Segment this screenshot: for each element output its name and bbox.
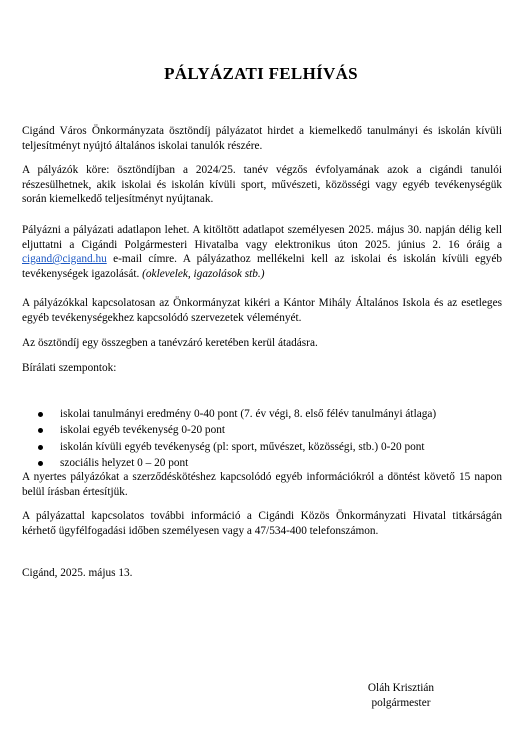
application-paragraph	[22, 223, 502, 281]
criteria-item-text: iskolai egyéb tevékenység 0-20 pont	[60, 424, 226, 437]
signature-name: Oláh Krisztián	[367, 682, 435, 694]
application-text-part2: e-mail címre. A pályázathoz mellékelni kell az iskolai és iskolán kívüli egyéb tevékenységek igazolását.	[22, 253, 502, 280]
criteria-item	[22, 406, 502, 422]
criteria-item	[22, 422, 502, 438]
document-title: PÁLYÁZATI FELHÍVÁS	[164, 64, 358, 83]
application-note: (oklevelek, igazolások stb.)	[142, 267, 265, 280]
email-link[interactable]: cigand@cigand.hu	[22, 253, 107, 265]
date-place: Cigánd, 2025. május 13.	[22, 567, 133, 579]
bullet-icon	[38, 412, 43, 417]
bullet-icon	[38, 428, 43, 433]
criteria-item	[22, 439, 502, 455]
eligibility-paragraph: A pályázók köre: ösztöndíjban a 2024/25. tanév végzős évfolyamának azok a cigándi tanulói részesülhetnek, akik iskolai és iskolán kívüli sport, művészeti, közösségi vagy egyéb tevékenységük során kiemelkedő teljesítményt nyújtanak.	[22, 164, 502, 205]
bullet-icon	[38, 445, 43, 450]
application-text-part1: Pályázni a pályázati adatlapon lehet. A kitöltött adatlapot személyesen 2025. május 30. napján délig kell eljuttatni a Cigándi Polgármesteri Hivatalba vagy elektronikus úton 2025. június 2. 16 óráig a	[22, 224, 502, 251]
opinion-paragraph: A pályázókkal kapcsolatosan az Önkormányzat kikéri a Kántor Mihály Általános Iskola és az esetleges egyéb tevékenységekhez kapcsolódó szervezetek véleményét.	[22, 297, 502, 324]
intro-paragraph: Cigánd Város Önkormányzata ösztöndíj pályázatot hirdet a kiemelkedő tanulmányi és iskolán kívüli teljesítményt nyújtó általános iskolai tanulók részére.	[22, 125, 502, 152]
criteria-heading: Bírálati szempontok:	[22, 362, 117, 374]
criteria-item-text: szociális helyzet 0 – 20 pont	[60, 456, 189, 469]
signature-role: polgármester	[371, 697, 431, 709]
criteria-item-text: iskolán kívüli egyéb tevékenység (pl: sport, művészet, közösségi, stb.) 0-20 pont	[60, 440, 425, 453]
bullet-icon	[38, 461, 43, 466]
contact-paragraph: A pályázattal kapcsolatos további információ a Cigándi Közös Önkormányzati Hivatal titkárságán kérhető ügyfélfogadási időben személyesen vagy a 47/534-400 telefonszámon.	[22, 510, 502, 537]
notification-paragraph: A nyertes pályázókat a szerződéskötéshez kapcsolódó egyéb információkról a döntést követő 15 napon belül írásban értesítjük.	[22, 471, 502, 498]
award-paragraph: Az ösztöndíj egy összegben a tanévzáró keretében kerül átadásra.	[22, 337, 318, 349]
criteria-list	[22, 406, 502, 471]
criteria-item-text: iskolai tanulmányi eredmény 0-40 pont (7. év végi, 8. első félév tanulmányi átlaga)	[60, 408, 437, 420]
criteria-item	[22, 455, 502, 471]
